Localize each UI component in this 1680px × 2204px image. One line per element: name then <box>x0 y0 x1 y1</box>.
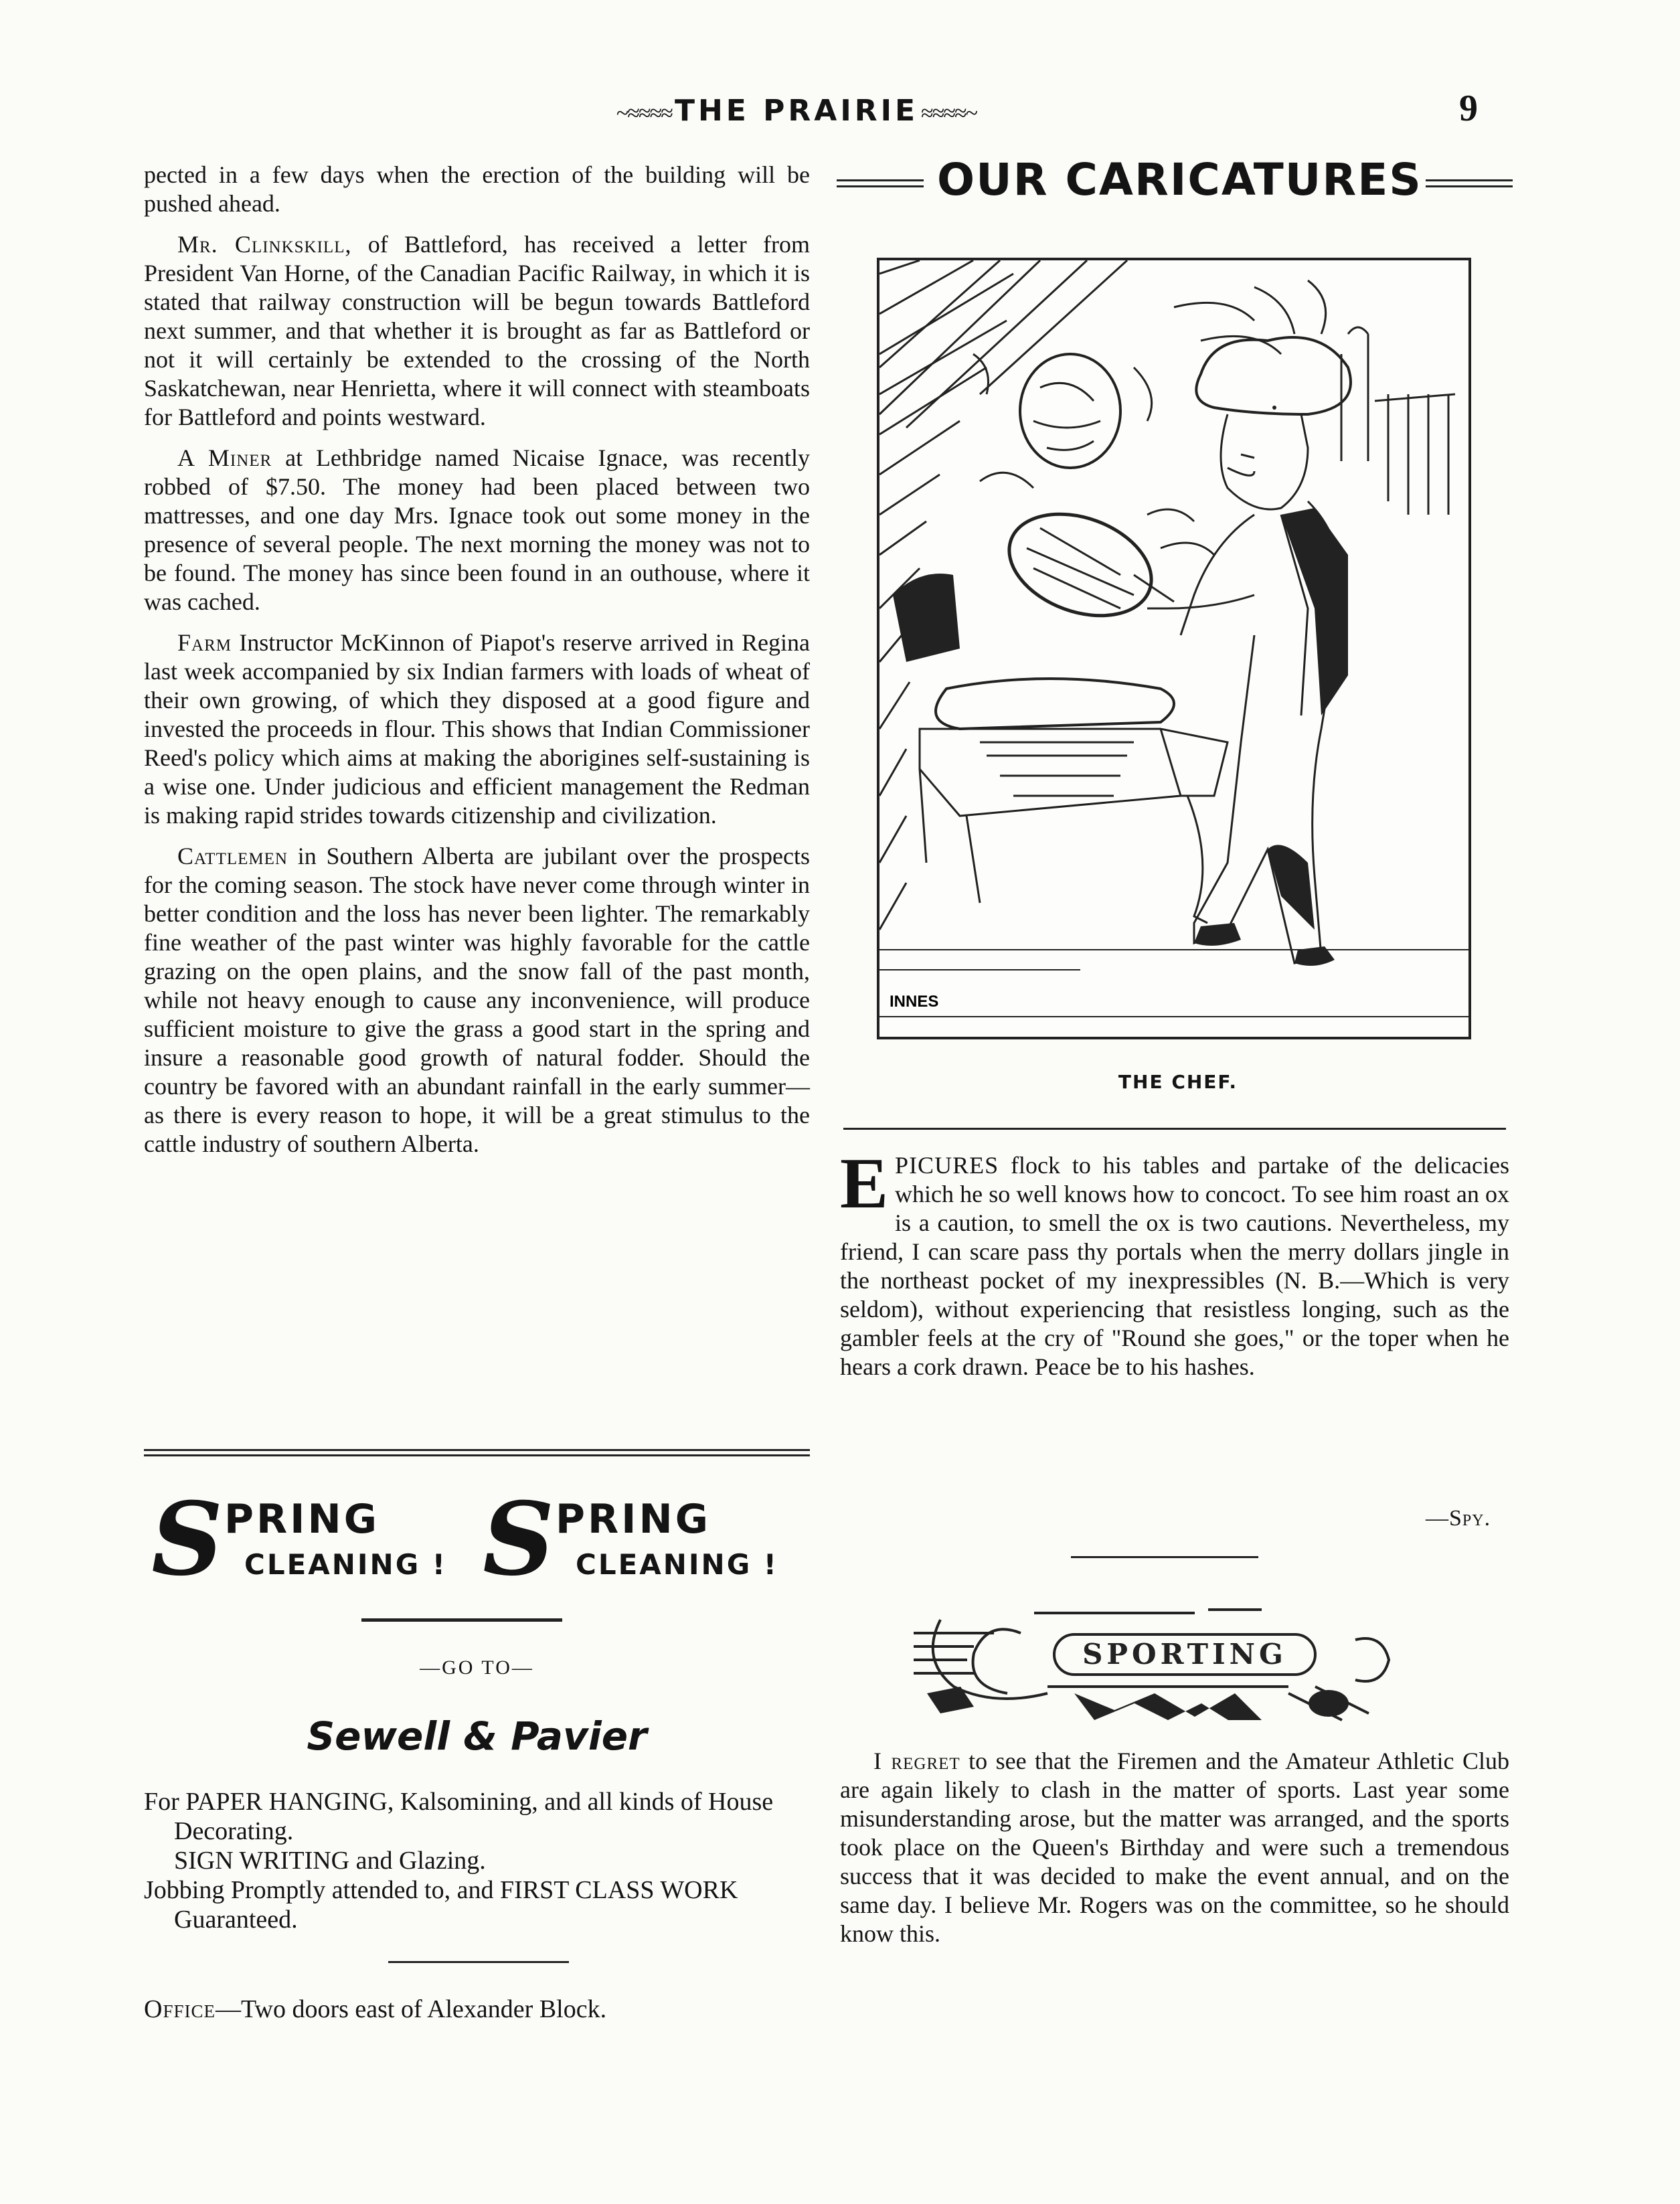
sporting-banner <box>914 1593 1449 1727</box>
heading-rule-right <box>1426 179 1513 187</box>
cleaning-word-2: CLEANING ! <box>576 1548 778 1581</box>
article-text: in Southern Alberta are jubilant over the prospects for the coming season. The stock have never come through winter in better condition and the loss has never been lighter. The remarkably fine weather of the past winter was highly favorable for the cattle grazing on the open plains, and the snow fall of the past month, while not heavy enough to cause any inconvenience, will produce sufficient moisture to give the grass a good start in the spring and insure a reasonable good growth of natural fodder. Should the country be favored with an abundant rainfall in the early summer—as there is every reason to hope, it will be a great stimulus to the cattle industry of southern Alberta. <box>144 843 810 1157</box>
signature-text: —Spy. <box>1426 1506 1491 1531</box>
ad-divider <box>361 1618 562 1622</box>
lead-words: A Miner <box>177 444 272 471</box>
epicures-article <box>840 1144 1509 1381</box>
heading-rule-left <box>837 179 924 187</box>
caricatures-heading <box>837 154 1513 207</box>
article-text: of Battleford, has received a letter from President Van Horne, of the Canadian Pacific Railway, in which it is stated that railway construction will be begun towards Battleford next summer, and that whether it is brought as far as Battleford or not it will certainly be extended to the crossing of the North Saskatchewan, near Henrietta, where it will connect with steamboats for Battleford and points westward. <box>144 231 810 430</box>
caricatures-title: OUR CARICATURES <box>937 154 1422 205</box>
firm-name: Sewell & Pavier <box>307 1713 647 1759</box>
article-text: flock to his tables and partake of the delicacies which he so well knows how to concoct. To see him roast an ox is a caution, to smell the ox is two cautions. Nevertheless, my friend, I can scare pass thy portals when the merry dollars jingle in the northeast pocket of my inexpressibles (N. B.—Which is very seldom), without experiencing that resistless longing, such as the gambler feels at the cry of "Round she goes," or the toper when he hears a cork drawn. Peace be to his hashes. <box>840 1152 1509 1380</box>
ad-line-paper-hanging: For PAPER HANGING, Kalsomining, and all kinds of House Decorating. <box>144 1788 774 1845</box>
lead-words: Cattlemen <box>177 843 288 869</box>
running-header <box>495 94 1098 134</box>
ad-services <box>144 1787 807 1934</box>
sporting-banner-art <box>914 1593 1449 1727</box>
article-cattlemen <box>144 842 810 1159</box>
left-column <box>144 161 810 1171</box>
go-to-line: —GO TO— <box>420 1657 534 1679</box>
header-ornament-right: ≈≈≈≈~ <box>921 101 977 126</box>
sporting-text <box>840 1747 1509 1948</box>
office-line <box>144 1995 807 2024</box>
drop-s: S <box>471 1480 565 1598</box>
column-rule-right <box>843 1128 1506 1130</box>
chef-illustration <box>877 258 1471 1039</box>
sporting-banner-text: SPORTING <box>1082 1638 1287 1671</box>
article-miner <box>144 444 810 616</box>
article-farm <box>144 628 810 830</box>
signature <box>1426 1506 1491 1531</box>
drop-s: S <box>140 1480 234 1598</box>
column-rule <box>144 1449 810 1456</box>
epicures-text <box>840 1144 1509 1381</box>
article-text: at Lethbridge named Nicaise Ignace, was recently robbed of $7.50. The money had been placed between two mattresses, and one day Mrs. Ignace took out some money in the presence of several people. The next morning the money was not to be found. The money has since been found in an outhouse, where it was cached. <box>144 444 810 615</box>
article-clinkskill <box>144 230 810 432</box>
header-ornament-left: ~≈≈≈≈ <box>616 101 672 126</box>
spring-cleaning-block-2 <box>471 1480 565 1598</box>
spring-word-2: PRING <box>556 1496 711 1543</box>
article-continued: pected in a few days when the erection of the building will be pushed ahead. <box>144 161 810 217</box>
sporting-article <box>840 1747 1509 1960</box>
page-number: 9 <box>1459 88 1478 129</box>
lead-words: Mr. Clinkskill, <box>177 231 352 258</box>
spring-word-1: PRING <box>224 1496 380 1543</box>
lead-words: Farm <box>177 629 232 656</box>
spring-cleaning-block-1 <box>140 1480 234 1598</box>
office-lead: Office <box>144 1995 216 2023</box>
ad-line-jobbing: Jobbing Promptly attended to, and FIRST CLASS WORK Guaranteed. <box>144 1876 738 1934</box>
short-rule <box>1071 1556 1258 1558</box>
lead-words: PICURES <box>895 1152 999 1179</box>
ad-divider-2 <box>388 1961 569 1963</box>
lead-words: I regret <box>873 1748 960 1774</box>
article-text: to see that the Firemen and the Amateur Athletic Club are again likely to clash in the matter of sports. Last year some misunderstanding arose, but the matter was arranged, and the sports took place on the Queen's Birthday and were such a tremendous success that it was decided to make the event annual, and on the same day. I believe Mr. Rogers was on the committee, so he should know this. <box>840 1748 1510 1947</box>
article-text: Instructor McKinnon of Piapot's reserve arrived in Regina last week accompanied by six Indian farmers with loads of wheat of their own growing, of which they disposed at a good figure and invested the proceeds in flour. This shows that Indian Commissioner Reed's policy which aims at making the aborigines self-sustaining is a wise one. Under judicious and efficient management the Redman is making rapid strides towards citizenship and civilization. <box>144 629 810 829</box>
cleaning-word-1: CLEANING ! <box>244 1548 447 1581</box>
spring-cleaning-ad-heading <box>140 1480 810 1598</box>
drop-cap: E <box>840 1144 889 1223</box>
chef-drawing <box>879 260 1468 1037</box>
publication-title: THE PRAIRIE <box>674 94 919 128</box>
ad-line-sign-writing: SIGN WRITING and Glazing. <box>174 1847 486 1875</box>
office-text: —Two doors east of Alexander Block. <box>215 1995 607 2023</box>
artist-signature: INNES <box>890 993 939 1011</box>
illustration-caption: THE CHEF. <box>1118 1071 1238 1093</box>
